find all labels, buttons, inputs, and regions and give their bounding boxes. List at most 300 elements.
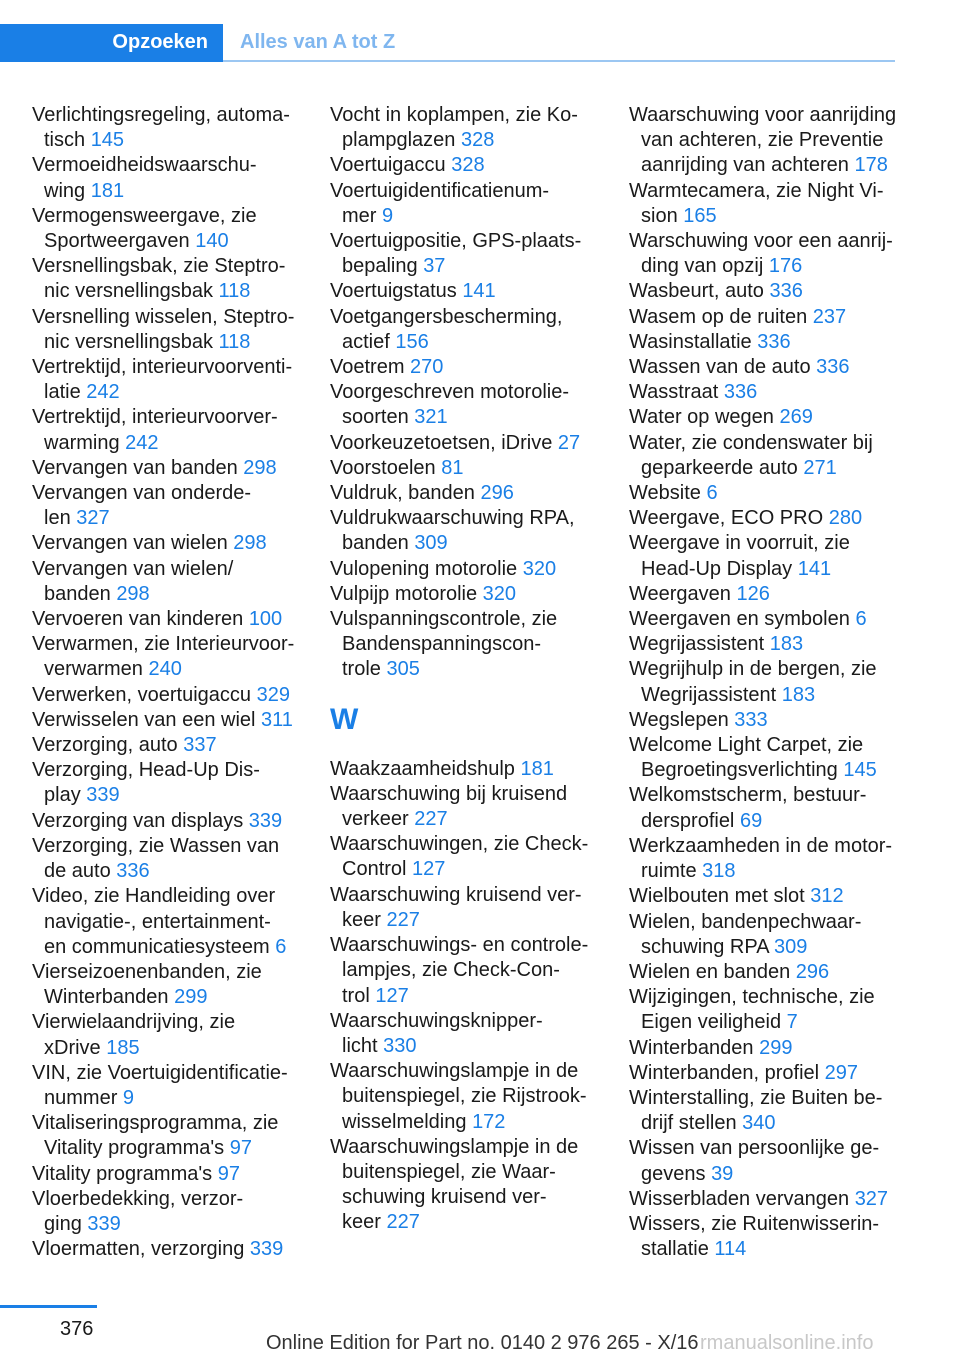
index-entry bbox=[629, 330, 929, 355]
index-entry-text: Voorstoelen bbox=[330, 456, 436, 479]
page-reference-link[interactable]: 141 bbox=[797, 557, 832, 580]
index-entry-text: Water, zie condenswater bij bbox=[629, 431, 873, 454]
page-reference-link[interactable]: 298 bbox=[116, 582, 150, 605]
page-reference-link[interactable]: 118 bbox=[218, 330, 251, 353]
edition-footer: Online Edition for Part no. 0140 2 976 265 - X/16 bbox=[266, 1332, 699, 1354]
index-entry-text: drijf stellen bbox=[641, 1112, 737, 1135]
page-reference-link[interactable]: 299 bbox=[174, 986, 208, 1009]
index-entry-text: Eigen veiligheid bbox=[641, 1011, 782, 1034]
page-reference-link[interactable]: 312 bbox=[810, 885, 844, 908]
index-entry bbox=[32, 1237, 322, 1262]
index-entry bbox=[629, 1136, 929, 1186]
index-entry bbox=[32, 834, 322, 884]
index-entry-text: Versnellingsbak, zie Steptro- bbox=[32, 255, 286, 278]
page-reference-link[interactable]: 298 bbox=[243, 456, 277, 479]
page-reference-link[interactable]: 6 bbox=[855, 608, 867, 631]
index-entry-text: Wasem op de ruiten bbox=[629, 305, 808, 328]
index-entry-text: mer bbox=[342, 204, 377, 227]
page-reference-link[interactable]: 126 bbox=[736, 582, 770, 605]
index-entry-text: Waarschuwing voor aanrijding bbox=[629, 104, 897, 126]
index-entry-text: Verzorging, zie Wassen van bbox=[32, 834, 280, 857]
index-entry-text: actief bbox=[342, 330, 390, 353]
index-entry bbox=[330, 1009, 620, 1059]
page-reference-link[interactable]: 339 bbox=[86, 784, 120, 807]
index-entry-text: Waarschuwingen, zie Check- bbox=[330, 833, 589, 856]
index-entry-text: nummer bbox=[44, 1086, 118, 1109]
index-entry-text: Waarschuwingslampje in de bbox=[330, 1135, 579, 1158]
index-entry bbox=[629, 1036, 929, 1061]
index-entry bbox=[32, 254, 322, 304]
index-entry-text: ruimte bbox=[641, 860, 697, 883]
index-entry-text: Verzorging, Head-Up Dis- bbox=[32, 759, 260, 782]
index-entry-text: latie bbox=[44, 381, 81, 404]
index-entry-text: Vervangen van banden bbox=[32, 456, 238, 479]
index-entry bbox=[32, 960, 322, 1010]
index-entry-text: Vulpijp motorolie bbox=[330, 582, 478, 605]
page-reference-link[interactable]: 145 bbox=[90, 129, 125, 152]
page-reference-link[interactable]: 328 bbox=[451, 154, 485, 177]
index-entry-text: play bbox=[44, 784, 81, 807]
index-entry-text: ding van opzij bbox=[641, 255, 764, 278]
page-reference-link[interactable]: 327 bbox=[76, 507, 110, 530]
index-entry-text: Werkzaamheden in de motor- bbox=[629, 834, 893, 857]
index-entry-text: Website bbox=[629, 482, 701, 505]
index-entry-text: keer bbox=[342, 1211, 381, 1234]
index-entry-text: Winterbanden bbox=[44, 986, 169, 1009]
index-entry bbox=[330, 782, 620, 832]
index-entry bbox=[629, 305, 929, 330]
index-entry bbox=[629, 985, 929, 1035]
index-entry bbox=[629, 1187, 929, 1212]
index-entry-text: Voertuigstatus bbox=[330, 280, 457, 303]
index-entry-text: en communicatiesysteem bbox=[44, 935, 270, 958]
index-entry-text: gevens bbox=[641, 1162, 706, 1185]
page-reference-link[interactable]: 39 bbox=[711, 1162, 734, 1185]
index-entry bbox=[330, 279, 620, 304]
index-entry-text: wing bbox=[44, 179, 86, 202]
index-entry-text: plampglazen bbox=[342, 129, 456, 152]
index-entry bbox=[32, 1061, 322, 1111]
index-entry bbox=[32, 1010, 322, 1060]
page-reference-link[interactable]: 320 bbox=[522, 557, 557, 580]
page-reference-link[interactable]: 114 bbox=[714, 1238, 747, 1261]
index-entry-text: geparkeerde auto bbox=[641, 456, 798, 479]
index-entry-text: Winterstalling, zie Buiten be- bbox=[629, 1086, 883, 1109]
page-reference-link[interactable]: 296 bbox=[480, 482, 514, 505]
index-entry bbox=[330, 757, 620, 782]
page-reference-link[interactable]: 185 bbox=[106, 1036, 140, 1059]
index-entry-text: keer bbox=[342, 908, 381, 931]
index-entry-text: Winterbanden, profiel bbox=[629, 1061, 820, 1084]
page-reference-link[interactable]: 280 bbox=[828, 507, 863, 530]
index-entry bbox=[629, 506, 929, 531]
index-entry-text: lampjes, zie Check-Con- bbox=[342, 959, 560, 982]
index-entry bbox=[330, 305, 620, 355]
index-entry-text: Wijzigingen, technische, zie bbox=[629, 986, 875, 1009]
index-entry-text: Weergave in voorruit, zie bbox=[629, 532, 850, 555]
tab-opzoeken-label: Opzoeken bbox=[112, 31, 208, 53]
index-entry-text: Control bbox=[342, 858, 407, 881]
index-entry-text: Verlichtingsregeling, automa- bbox=[32, 104, 290, 126]
index-entry bbox=[629, 103, 929, 179]
index-entry-text: xDrive bbox=[44, 1036, 101, 1059]
page-number: 376 bbox=[60, 1318, 94, 1340]
index-entry bbox=[629, 179, 929, 229]
page-reference-link[interactable]: 309 bbox=[774, 935, 808, 958]
page-reference-link[interactable]: 140 bbox=[195, 230, 229, 253]
index-entry-text: Wielbouten met slot bbox=[629, 885, 805, 908]
page-reference-link[interactable]: 6 bbox=[706, 482, 718, 505]
page-reference-link[interactable]: 339 bbox=[249, 1238, 284, 1261]
index-entry bbox=[629, 531, 929, 581]
index-entry bbox=[330, 153, 620, 178]
page-reference-link[interactable]: 183 bbox=[781, 683, 816, 706]
index-entry bbox=[32, 632, 322, 682]
page-reference-link[interactable]: 340 bbox=[742, 1112, 776, 1135]
section-letter-heading: W bbox=[330, 702, 359, 736]
index-entry bbox=[629, 657, 929, 707]
index-entry-text: trol bbox=[342, 984, 370, 1007]
index-entry-text: Vulopening motorolie bbox=[330, 557, 518, 580]
index-entry-text: Voorkeuzetoetsen, iDrive bbox=[330, 431, 553, 454]
page-reference-link[interactable]: 296 bbox=[795, 960, 830, 983]
index-entry bbox=[330, 229, 620, 279]
index-entry bbox=[32, 405, 322, 455]
index-entry bbox=[32, 557, 322, 607]
index-entry bbox=[330, 179, 620, 229]
index-entry bbox=[32, 305, 322, 355]
page-reference-link[interactable]: 336 bbox=[723, 381, 758, 404]
page-reference-link[interactable]: 311 bbox=[261, 708, 293, 731]
index-entry bbox=[330, 883, 620, 933]
index-entry-text: Waarschuwings- en controle- bbox=[330, 934, 589, 957]
index-entry-text: Vervangen van wielen bbox=[32, 532, 228, 555]
index-entry-text: Vertrektijd, interieurvoorver- bbox=[32, 406, 278, 429]
index-entry bbox=[330, 355, 620, 380]
index-entry-text: Verwerken, voertuigaccu bbox=[32, 683, 252, 706]
index-entry bbox=[330, 582, 620, 607]
index-entry-text: Vermoeidheidswaarschu- bbox=[32, 154, 257, 177]
index-entry-text: buitenspiegel, zie Waar- bbox=[342, 1160, 556, 1183]
page-reference-link[interactable]: 321 bbox=[414, 406, 448, 429]
page-reference-link[interactable]: 176 bbox=[768, 255, 803, 278]
tab-alles-van-a-tot-z[interactable]: Alles van A tot Z bbox=[240, 31, 396, 53]
index-entry-text: Wasinstallatie bbox=[629, 330, 752, 353]
index-entry-text: Voetrem bbox=[330, 356, 405, 379]
page-reference-link[interactable]: 100 bbox=[248, 608, 283, 631]
index-entry-text: Welcome Light Carpet, zie bbox=[629, 734, 864, 757]
index-entry bbox=[629, 607, 929, 632]
index-entry bbox=[32, 758, 322, 808]
index-entry bbox=[32, 1187, 322, 1237]
page-reference-link[interactable]: 242 bbox=[86, 381, 120, 404]
index-entry-text: Voorgeschreven motorolie- bbox=[330, 381, 570, 404]
index-entry-text: Vuldruk, banden bbox=[330, 482, 475, 505]
page-reference-link[interactable]: 305 bbox=[386, 658, 420, 681]
index-entry bbox=[32, 1111, 322, 1161]
index-entry bbox=[330, 481, 620, 506]
page-reference-link[interactable]: 339 bbox=[87, 1212, 121, 1235]
index-entry bbox=[32, 607, 322, 632]
index-entry bbox=[330, 1059, 620, 1135]
page-reference-link[interactable]: 309 bbox=[414, 532, 448, 555]
index-entry-text: schuwing RPA bbox=[641, 935, 769, 958]
page-reference-link[interactable]: 9 bbox=[382, 204, 394, 227]
index-entry-text: Waarschuwing bij kruisend bbox=[330, 782, 568, 805]
index-entry bbox=[629, 632, 929, 657]
page-reference-link[interactable]: 320 bbox=[482, 582, 517, 605]
index-entry bbox=[32, 204, 322, 254]
page-reference-link[interactable]: 330 bbox=[383, 1034, 417, 1057]
index-entry-text: Voertuigpositie, GPS-plaats- bbox=[330, 230, 582, 253]
index-entry bbox=[629, 834, 929, 884]
index-entry-text: Wasstraat bbox=[629, 381, 719, 404]
index-entry-text: Waarschuwingsknipper- bbox=[330, 1009, 543, 1032]
index-entry-text: Vermogensweergave, zie bbox=[32, 204, 257, 227]
index-entry-text: Voetgangersbescherming, bbox=[330, 305, 563, 328]
section-spacer bbox=[330, 745, 620, 757]
index-entry bbox=[330, 506, 620, 556]
page-reference-link[interactable]: 336 bbox=[116, 860, 150, 883]
index-entry bbox=[629, 884, 929, 909]
index-entry-text: Vulspanningscontrole, zie bbox=[330, 608, 558, 631]
page-reference-link[interactable]: 97 bbox=[217, 1162, 240, 1185]
index-entry bbox=[330, 431, 620, 456]
page-reference-link[interactable]: 27 bbox=[557, 431, 581, 454]
page-reference-link[interactable]: 271 bbox=[803, 456, 837, 479]
index-entry-text: Vertrektijd, interieurvoorventi- bbox=[32, 356, 293, 379]
index-entry-text: VIN, zie Voertuigidentificatie- bbox=[32, 1061, 288, 1084]
index-entry-text: Voertuigaccu bbox=[330, 154, 446, 177]
index-entry-text: Vitality programma's bbox=[44, 1137, 225, 1160]
page-reference-link[interactable]: 298 bbox=[233, 532, 267, 555]
index-entry-text: wisselmelding bbox=[342, 1110, 467, 1133]
page-reference-link[interactable]: 333 bbox=[734, 708, 768, 731]
page-reference-link[interactable]: 242 bbox=[125, 431, 159, 454]
index-entry-text: buitenspiegel, zie Rijstrook- bbox=[342, 1085, 587, 1108]
index-entry bbox=[629, 708, 929, 733]
index-column-1 bbox=[32, 103, 322, 1262]
index-entry-text: Waarschuwingslampje in de bbox=[330, 1060, 579, 1083]
index-entry bbox=[629, 431, 929, 481]
page-reference-link[interactable]: 337 bbox=[183, 734, 217, 757]
watermark: rmanualsonline.info bbox=[700, 1332, 874, 1354]
index-entry-text: verwarmen bbox=[44, 658, 143, 681]
page-reference-link[interactable]: 299 bbox=[759, 1036, 793, 1059]
index-entry bbox=[32, 809, 322, 834]
index-entry-text: Weergaven en symbolen bbox=[629, 608, 850, 631]
index-entry bbox=[629, 960, 929, 985]
page-reference-link[interactable]: 127 bbox=[412, 858, 446, 881]
page-reference-link[interactable]: 240 bbox=[148, 658, 182, 681]
page-reference-link[interactable]: 69 bbox=[739, 809, 763, 832]
index-entry-text: verkeer bbox=[342, 808, 409, 831]
page-reference-link[interactable]: 336 bbox=[816, 356, 850, 379]
page-reference-link[interactable]: 270 bbox=[410, 356, 444, 379]
index-entry-text: Bandenspanningscon- bbox=[342, 633, 542, 656]
page-reference-link[interactable]: 172 bbox=[472, 1110, 506, 1133]
index-entry-text: Wisserbladen vervangen bbox=[629, 1187, 850, 1210]
index-entry bbox=[629, 1086, 929, 1136]
index-entry bbox=[629, 1061, 929, 1086]
page-reference-link[interactable]: 178 bbox=[854, 154, 888, 177]
index-entry-text: navigatie-, entertainment- bbox=[44, 910, 271, 933]
index-entry-text: Wegrijassistent bbox=[629, 633, 765, 656]
index-entry bbox=[330, 557, 620, 582]
page-number-rule bbox=[0, 1305, 97, 1308]
index-entry-text: Wielen en banden bbox=[629, 960, 791, 983]
index-entry-text: Voertuigidentificatienum- bbox=[330, 179, 550, 202]
page-reference-link[interactable]: 318 bbox=[702, 860, 736, 883]
page-reference-link[interactable]: 297 bbox=[824, 1061, 859, 1084]
page-reference-link[interactable]: 181 bbox=[520, 757, 554, 780]
index-entry-text: nic versnellingsbak bbox=[44, 280, 213, 303]
page-reference-link[interactable]: 329 bbox=[256, 683, 290, 706]
page-reference-link[interactable]: 227 bbox=[386, 908, 420, 931]
index-entry bbox=[629, 279, 929, 304]
index-entry-text: Vervoeren van kinderen bbox=[32, 608, 244, 631]
index-entry bbox=[32, 1162, 322, 1187]
page-reference-link[interactable]: 339 bbox=[248, 809, 283, 832]
page-reference-link[interactable]: 9 bbox=[122, 1086, 135, 1109]
index-entry-text: banden bbox=[44, 582, 111, 605]
index-entry-text: Vocht in koplampen, zie Ko- bbox=[330, 104, 578, 126]
page-reference-link[interactable]: 227 bbox=[386, 1211, 420, 1234]
index-entry bbox=[32, 456, 322, 481]
index-entry bbox=[32, 708, 322, 733]
index-entry bbox=[330, 456, 620, 481]
page-reference-link[interactable]: 141 bbox=[462, 280, 496, 303]
index-entry bbox=[330, 103, 620, 153]
index-entry bbox=[629, 1212, 929, 1262]
index-entry-text: trole bbox=[342, 658, 381, 681]
index-entry-text: nic versnellingsbak bbox=[44, 330, 213, 353]
index-entry-text: van achteren, zie Preventie bbox=[641, 129, 884, 152]
page-reference-link[interactable]: 118 bbox=[218, 280, 251, 303]
page-reference-link[interactable]: 127 bbox=[375, 984, 409, 1007]
index-entry-text: Wasbeurt, auto bbox=[629, 280, 764, 303]
page-reference-link[interactable]: 156 bbox=[395, 330, 429, 353]
index-entry bbox=[32, 103, 322, 153]
index-entry-text: Wassen van de auto bbox=[629, 356, 811, 379]
page-reference-link[interactable]: 145 bbox=[843, 759, 877, 782]
index-entry-text: Begroetingsverlichting bbox=[641, 759, 838, 782]
page-reference-link[interactable]: 37 bbox=[423, 255, 446, 278]
index-entry-text: Vierseizoenenbanden, zie bbox=[32, 960, 262, 983]
page-reference-link[interactable]: 183 bbox=[769, 633, 804, 656]
index-entry-text: Wissers, zie Ruitenwisserin- bbox=[629, 1212, 880, 1235]
index-entry-text: Vloermatten, verzorging bbox=[32, 1238, 245, 1261]
page-reference-link[interactable]: 165 bbox=[683, 204, 717, 227]
index-entry bbox=[629, 380, 929, 405]
index-column-2 bbox=[330, 103, 620, 1236]
header-bar bbox=[0, 24, 895, 62]
index-entry-text: tisch bbox=[44, 129, 86, 152]
index-entry-text: warming bbox=[44, 431, 120, 454]
page-reference-link[interactable]: 81 bbox=[441, 456, 464, 479]
section-spacer bbox=[330, 683, 620, 695]
page-reference-link[interactable]: 181 bbox=[90, 179, 125, 202]
index-entry-text: ging bbox=[44, 1212, 82, 1235]
index-entry bbox=[32, 531, 322, 556]
index-entry-text: Vervangen van onderde- bbox=[32, 482, 252, 505]
index-entry-text: banden bbox=[342, 532, 409, 555]
page-reference-link[interactable]: 336 bbox=[769, 280, 803, 303]
page-reference-link[interactable]: 6 bbox=[275, 935, 287, 958]
index-entry-text: de auto bbox=[44, 860, 111, 883]
index-entry bbox=[629, 481, 929, 506]
index-entry-text: bepaling bbox=[342, 255, 418, 278]
index-entry-text: Verzorging, auto bbox=[32, 734, 178, 757]
index-entry-text: Sportweergaven bbox=[44, 230, 190, 253]
index-entry-text: Wegrijhulp in de bergen, zie bbox=[629, 658, 877, 681]
index-entry-text: Vierwielaandrijving, zie bbox=[32, 1011, 236, 1034]
index-entry bbox=[330, 1135, 620, 1236]
index-entry bbox=[330, 832, 620, 882]
index-entry bbox=[629, 582, 929, 607]
index-column-3 bbox=[629, 103, 929, 1262]
page-reference-link[interactable]: 336 bbox=[757, 330, 791, 353]
index-entry-text: Weergaven bbox=[629, 582, 731, 605]
page-reference-link[interactable]: 7 bbox=[786, 1011, 798, 1034]
index-entry-text: Vitality programma's bbox=[32, 1162, 213, 1185]
index-entry-text: Waakzaamheidshulp bbox=[330, 757, 515, 780]
page-reference-link[interactable]: 227 bbox=[414, 808, 448, 831]
index-entry-text: Wielen, bandenpechwaar- bbox=[629, 910, 862, 933]
page-reference-link[interactable]: 328 bbox=[460, 129, 495, 152]
index-entry-text: Vervangen van wielen/ bbox=[32, 557, 234, 580]
index-entry-text: Vuldrukwaarschuwing RPA, bbox=[330, 507, 575, 530]
index-entry-text: Video, zie Handleiding over bbox=[32, 885, 276, 908]
index-entry-text: aanrijding van achteren bbox=[641, 154, 849, 177]
index-entry-text: soorten bbox=[342, 406, 409, 429]
index-entry-text: Welkomstscherm, bestuur- bbox=[629, 784, 867, 807]
page-reference-link[interactable]: 327 bbox=[854, 1187, 889, 1210]
index-entry-text: Verwisselen van een wiel bbox=[32, 708, 256, 731]
index-entry-text: Verzorging van displays bbox=[32, 809, 244, 832]
index-entry bbox=[32, 683, 322, 708]
index-entry bbox=[629, 405, 929, 430]
index-entry-text: Vitaliseringsprogramma, zie bbox=[32, 1112, 279, 1135]
index-entry bbox=[32, 884, 322, 960]
index-entry-text: Winterbanden bbox=[629, 1036, 754, 1059]
index-entry-text: stallatie bbox=[641, 1238, 709, 1261]
index-entry bbox=[330, 933, 620, 1009]
index-entry bbox=[330, 607, 620, 683]
index-entry-text: Water op wegen bbox=[629, 406, 774, 429]
page-reference-link[interactable]: 237 bbox=[812, 305, 847, 328]
index-entry bbox=[629, 783, 929, 833]
index-entry-text: sion bbox=[641, 204, 678, 227]
index-entry-text: Verwarmen, zie Interieurvoor- bbox=[32, 633, 295, 656]
index-entry bbox=[32, 481, 322, 531]
index-entry-text: Wegslepen bbox=[629, 708, 729, 731]
tab-opzoeken[interactable] bbox=[0, 24, 223, 62]
index-entry-text: Wissen van persoonlijke ge- bbox=[629, 1137, 880, 1160]
page-reference-link[interactable]: 97 bbox=[229, 1137, 252, 1160]
index-entry bbox=[629, 355, 929, 380]
page-reference-link[interactable]: 269 bbox=[779, 406, 813, 429]
index-entry bbox=[629, 229, 929, 279]
index-entry bbox=[629, 733, 929, 783]
index-entry-text: Waarschuwing kruisend ver- bbox=[330, 883, 582, 906]
index-entry-text: Versnelling wisselen, Steptro- bbox=[32, 305, 295, 328]
index-entry-text: licht bbox=[342, 1034, 378, 1057]
index-entry-text: Head-Up Display bbox=[641, 557, 793, 580]
index-entry-text: dersprofiel bbox=[641, 809, 735, 832]
index-entry bbox=[330, 380, 620, 430]
header-divider bbox=[223, 60, 895, 62]
